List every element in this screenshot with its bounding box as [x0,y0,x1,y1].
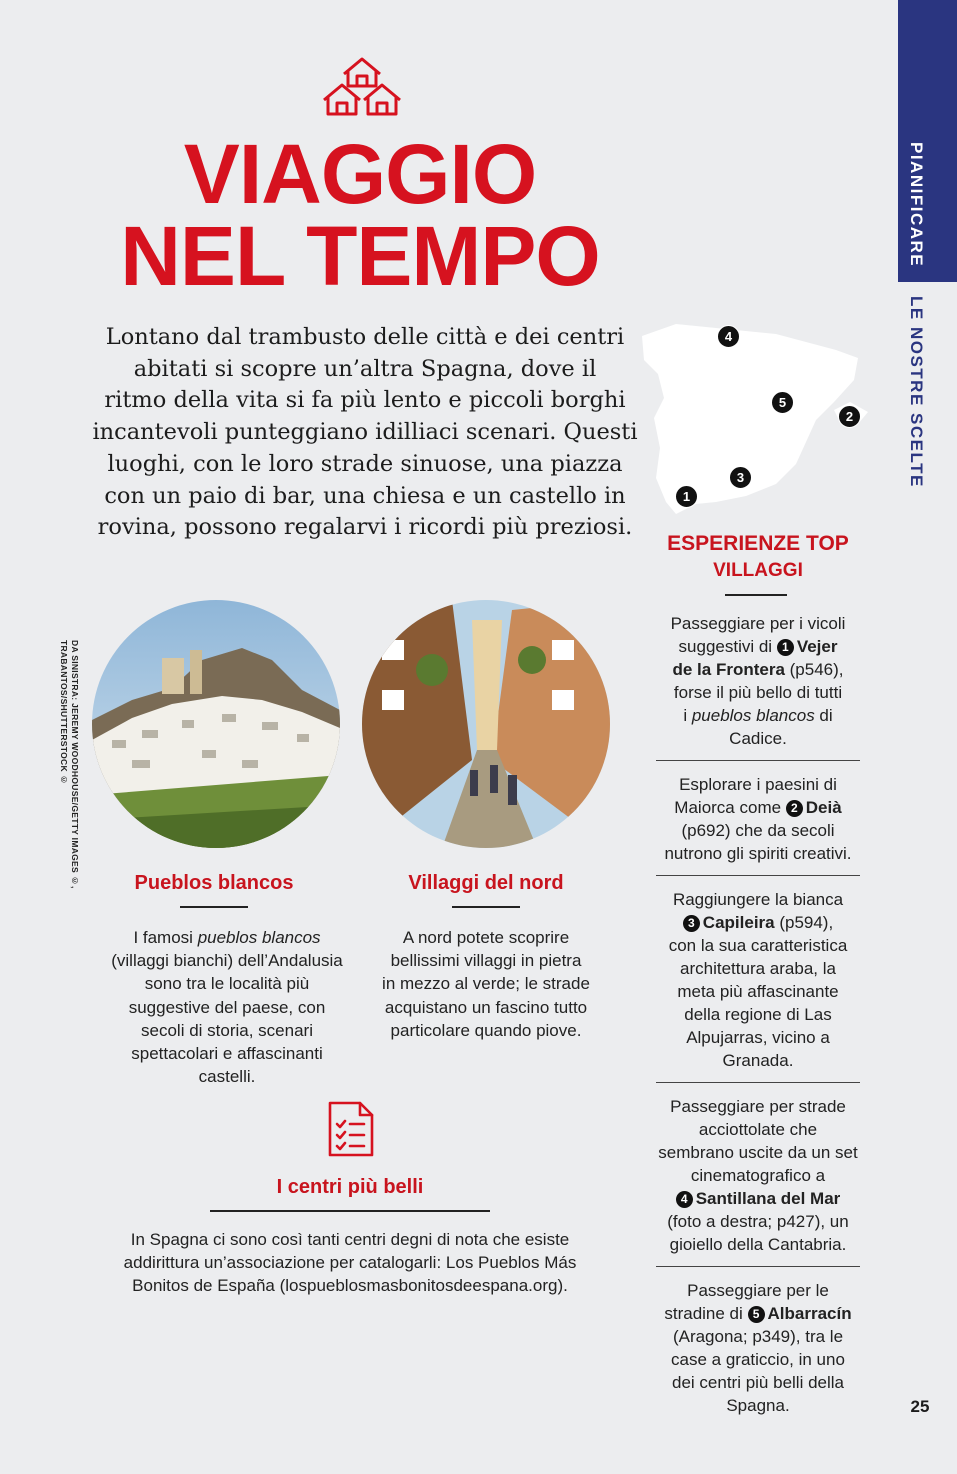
separator [656,1266,860,1267]
checklist-icon [326,1100,376,1158]
separator [656,1082,860,1083]
separator [656,875,860,876]
photo-credit: DA SINISTRA: JEREMY WOODHOUSE/GETTY IMAGES ©, TRABANTOS/SHUTTERSTOCK © [59,640,80,889]
top-item-2: Esplorare i paesini di Maiorca come 2 Deià (p692) che da secoli nutrono gli spiriti creativi. [664,775,852,863]
pueblos-heading: Pueblos blancos [134,872,294,894]
nord-text: A nord potete scoprire bellissimi villaggi in pietra in mezzo al verde; le strade acquistano un fascino tutto particolare quando piove. [382,928,590,1040]
intro-paragraph: Lontano dal trambusto delle città e dei centri abitati si scopre un’altra Spagna, dove il ritmo della vita si fa più lento e piccoli borghi incantevoli punteggiano idilliaci scenari. Questi luoghi, con le loro strade sinuose, una piazza con un paio di bar, una chiesa e un castello in rovina, possono regalarvi i ricordi più preziosi. [92,324,638,541]
top-item-1: Passeggiare per i vicoli suggestivi di 1 Vejer de la Frontera (p546), forse il più bello di tutti i pueblos blancos di Cadice. [670,614,846,748]
top-item-5: Passeggiare per le stradine di 5 Albarracín (Aragona; p349), tra le case a graticcio, in uno dei centri più belli della Spagna. [664,1281,852,1415]
top-subheading: VILLAGGI [713,560,803,581]
map-marker-4: 4 [717,325,740,348]
photo-villaggi-nord [362,600,610,848]
divider [725,594,787,596]
photo-pueblos-blancos [92,600,340,848]
top-item-3: Raggiungere la bianca 3 Capileira (p594), con la sua caratteristica architettura araba, la meta più affascinante della regione di Las Alpujarras, vicino a Granada. [668,890,848,1070]
top-item-4: Passeggiare per strade acciottolate che sembrano uscite da un set cinematografico a 4 Santillana del Mar (foto a destra; p427), un gioiello della Cantabria. [658,1097,858,1254]
nord-heading: Villaggi del nord [408,872,564,894]
page-title-line2: NEL TEMPO [120,209,600,303]
map-marker-2: 2 [838,405,861,428]
divider [452,906,520,908]
centri-heading: I centri più belli [276,1176,424,1198]
map-marker-5: 5 [771,391,794,414]
separator [656,760,860,761]
page-title-line1: VIAGGIO [183,127,537,221]
map-marker-1: 1 [675,485,698,508]
houses-icon [322,54,402,118]
page-number: 25 [910,1397,930,1416]
pueblos-text: I famosi pueblos blancos (villaggi bianchi) dell’Andalusia sono tra le località più suggestive del paese, con secoli di storia, scenari spettacolari e affascinanti castelli. [111,928,343,1087]
section-tab-label: PIANIFICARE [907,142,926,268]
subsection-label: LE NOSTRE SCELTE [907,296,926,488]
map-marker-3: 3 [729,466,752,489]
divider [180,906,248,908]
top-heading: ESPERIENZE TOP [667,532,849,555]
centri-text: In Spagna ci sono così tanti centri degni di nota che esiste addirittura un’associazione per catalogarli: Los Pueblos Más Bonitos de España (lospueblosmasbonitosdeespana.org). [123,1230,577,1296]
divider [210,1210,490,1212]
